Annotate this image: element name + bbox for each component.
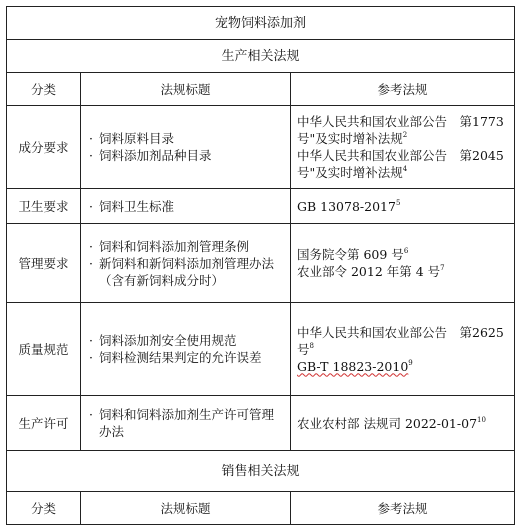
row-titles bbox=[81, 106, 291, 189]
regulation-title-item: · 饲料和饲料添加剂生产许可管理办法 bbox=[87, 406, 284, 440]
footnote-marker: 5 bbox=[395, 198, 401, 207]
reference-item bbox=[297, 415, 508, 432]
footnote-marker: 2 bbox=[402, 131, 408, 139]
reference-text: 农业农村部 法规司 2022-01-07 bbox=[297, 415, 478, 431]
reference-item bbox=[297, 324, 508, 358]
regulation-title-item: · 饲料和饲料添加剂管理条例 bbox=[87, 238, 284, 255]
production-section-title: 生产相关法规 bbox=[7, 40, 515, 73]
header-reference: 参考法规 bbox=[291, 492, 515, 525]
reference-item bbox=[297, 113, 508, 147]
row-titles bbox=[81, 189, 291, 224]
row-references bbox=[291, 189, 515, 224]
footnote-marker: 4 bbox=[402, 165, 408, 173]
row-category: 管理要求 bbox=[7, 224, 81, 303]
row-category: 成分要求 bbox=[7, 106, 81, 189]
row-references bbox=[291, 396, 515, 451]
regulation-title-item: · 饲料原料目录 bbox=[87, 130, 284, 147]
header-category: 分类 bbox=[7, 73, 81, 106]
table-row bbox=[7, 189, 515, 224]
sales-section-title: 销售相关法规 bbox=[7, 451, 515, 492]
regulation-title-item: · 饲料添加剂安全使用规范 bbox=[87, 332, 284, 349]
header-regulation-title: 法规标题 bbox=[81, 492, 291, 525]
row-references bbox=[291, 106, 515, 189]
reference-item bbox=[297, 358, 508, 375]
reference-item bbox=[297, 263, 508, 280]
row-category: 生产许可 bbox=[7, 396, 81, 451]
production-header-row bbox=[7, 73, 515, 106]
footnote-marker: 7 bbox=[440, 264, 445, 272]
sales-header-row bbox=[7, 492, 515, 525]
sales-section-row bbox=[7, 451, 515, 492]
row-titles bbox=[81, 224, 291, 303]
footnote-marker: 6 bbox=[403, 247, 409, 255]
reference-text: GB 13078-2017 bbox=[297, 198, 396, 214]
reference-text: 中华人民共和国农业部公告 第1773号"及实时增补法规 bbox=[297, 114, 504, 146]
row-category: 质量规范 bbox=[7, 303, 81, 396]
table-row bbox=[7, 224, 515, 303]
reference-text: 国务院令第 609 号 bbox=[297, 247, 404, 262]
title-row bbox=[7, 7, 515, 40]
row-references bbox=[291, 303, 515, 396]
footnote-marker: 9 bbox=[408, 358, 413, 367]
header-regulation-title: 法规标题 bbox=[81, 73, 291, 106]
document-title: 宠物饲料添加剂 bbox=[7, 7, 515, 40]
reference-item bbox=[297, 246, 508, 263]
reference-text: 中华人民共和国农业部公告 第2625号 bbox=[297, 324, 504, 357]
table-row bbox=[7, 106, 515, 189]
row-titles bbox=[81, 303, 291, 396]
row-references bbox=[291, 224, 515, 303]
reference-text: 中华人民共和国农业部公告 第2045号"及实时增补法规 bbox=[297, 148, 504, 180]
table-row bbox=[7, 303, 515, 396]
footnote-marker: 8 bbox=[309, 341, 314, 350]
reference-text: GB-T 18823-2010 bbox=[297, 358, 409, 374]
regulation-title-item: · 饲料添加剂品种目录 bbox=[87, 147, 284, 164]
regulation-title-item: · 饲料卫生标准 bbox=[87, 198, 284, 215]
table-row bbox=[7, 396, 515, 451]
regulations-table bbox=[6, 6, 515, 525]
row-titles bbox=[81, 396, 291, 451]
header-category: 分类 bbox=[7, 492, 81, 525]
reference-text: 农业部令 2012 年第 4 号 bbox=[297, 264, 441, 279]
regulation-title-item: · 新饲料和新饲料添加剂管理办法（含有新饲料成分时） bbox=[87, 255, 284, 289]
reference-item bbox=[297, 198, 508, 215]
row-category: 卫生要求 bbox=[7, 189, 81, 224]
production-section-row bbox=[7, 40, 515, 73]
header-reference: 参考法规 bbox=[291, 73, 515, 106]
reference-item bbox=[297, 147, 508, 181]
regulation-title-item: · 饲料检测结果判定的允许误差 bbox=[87, 349, 284, 366]
footnote-marker: 10 bbox=[477, 415, 486, 424]
